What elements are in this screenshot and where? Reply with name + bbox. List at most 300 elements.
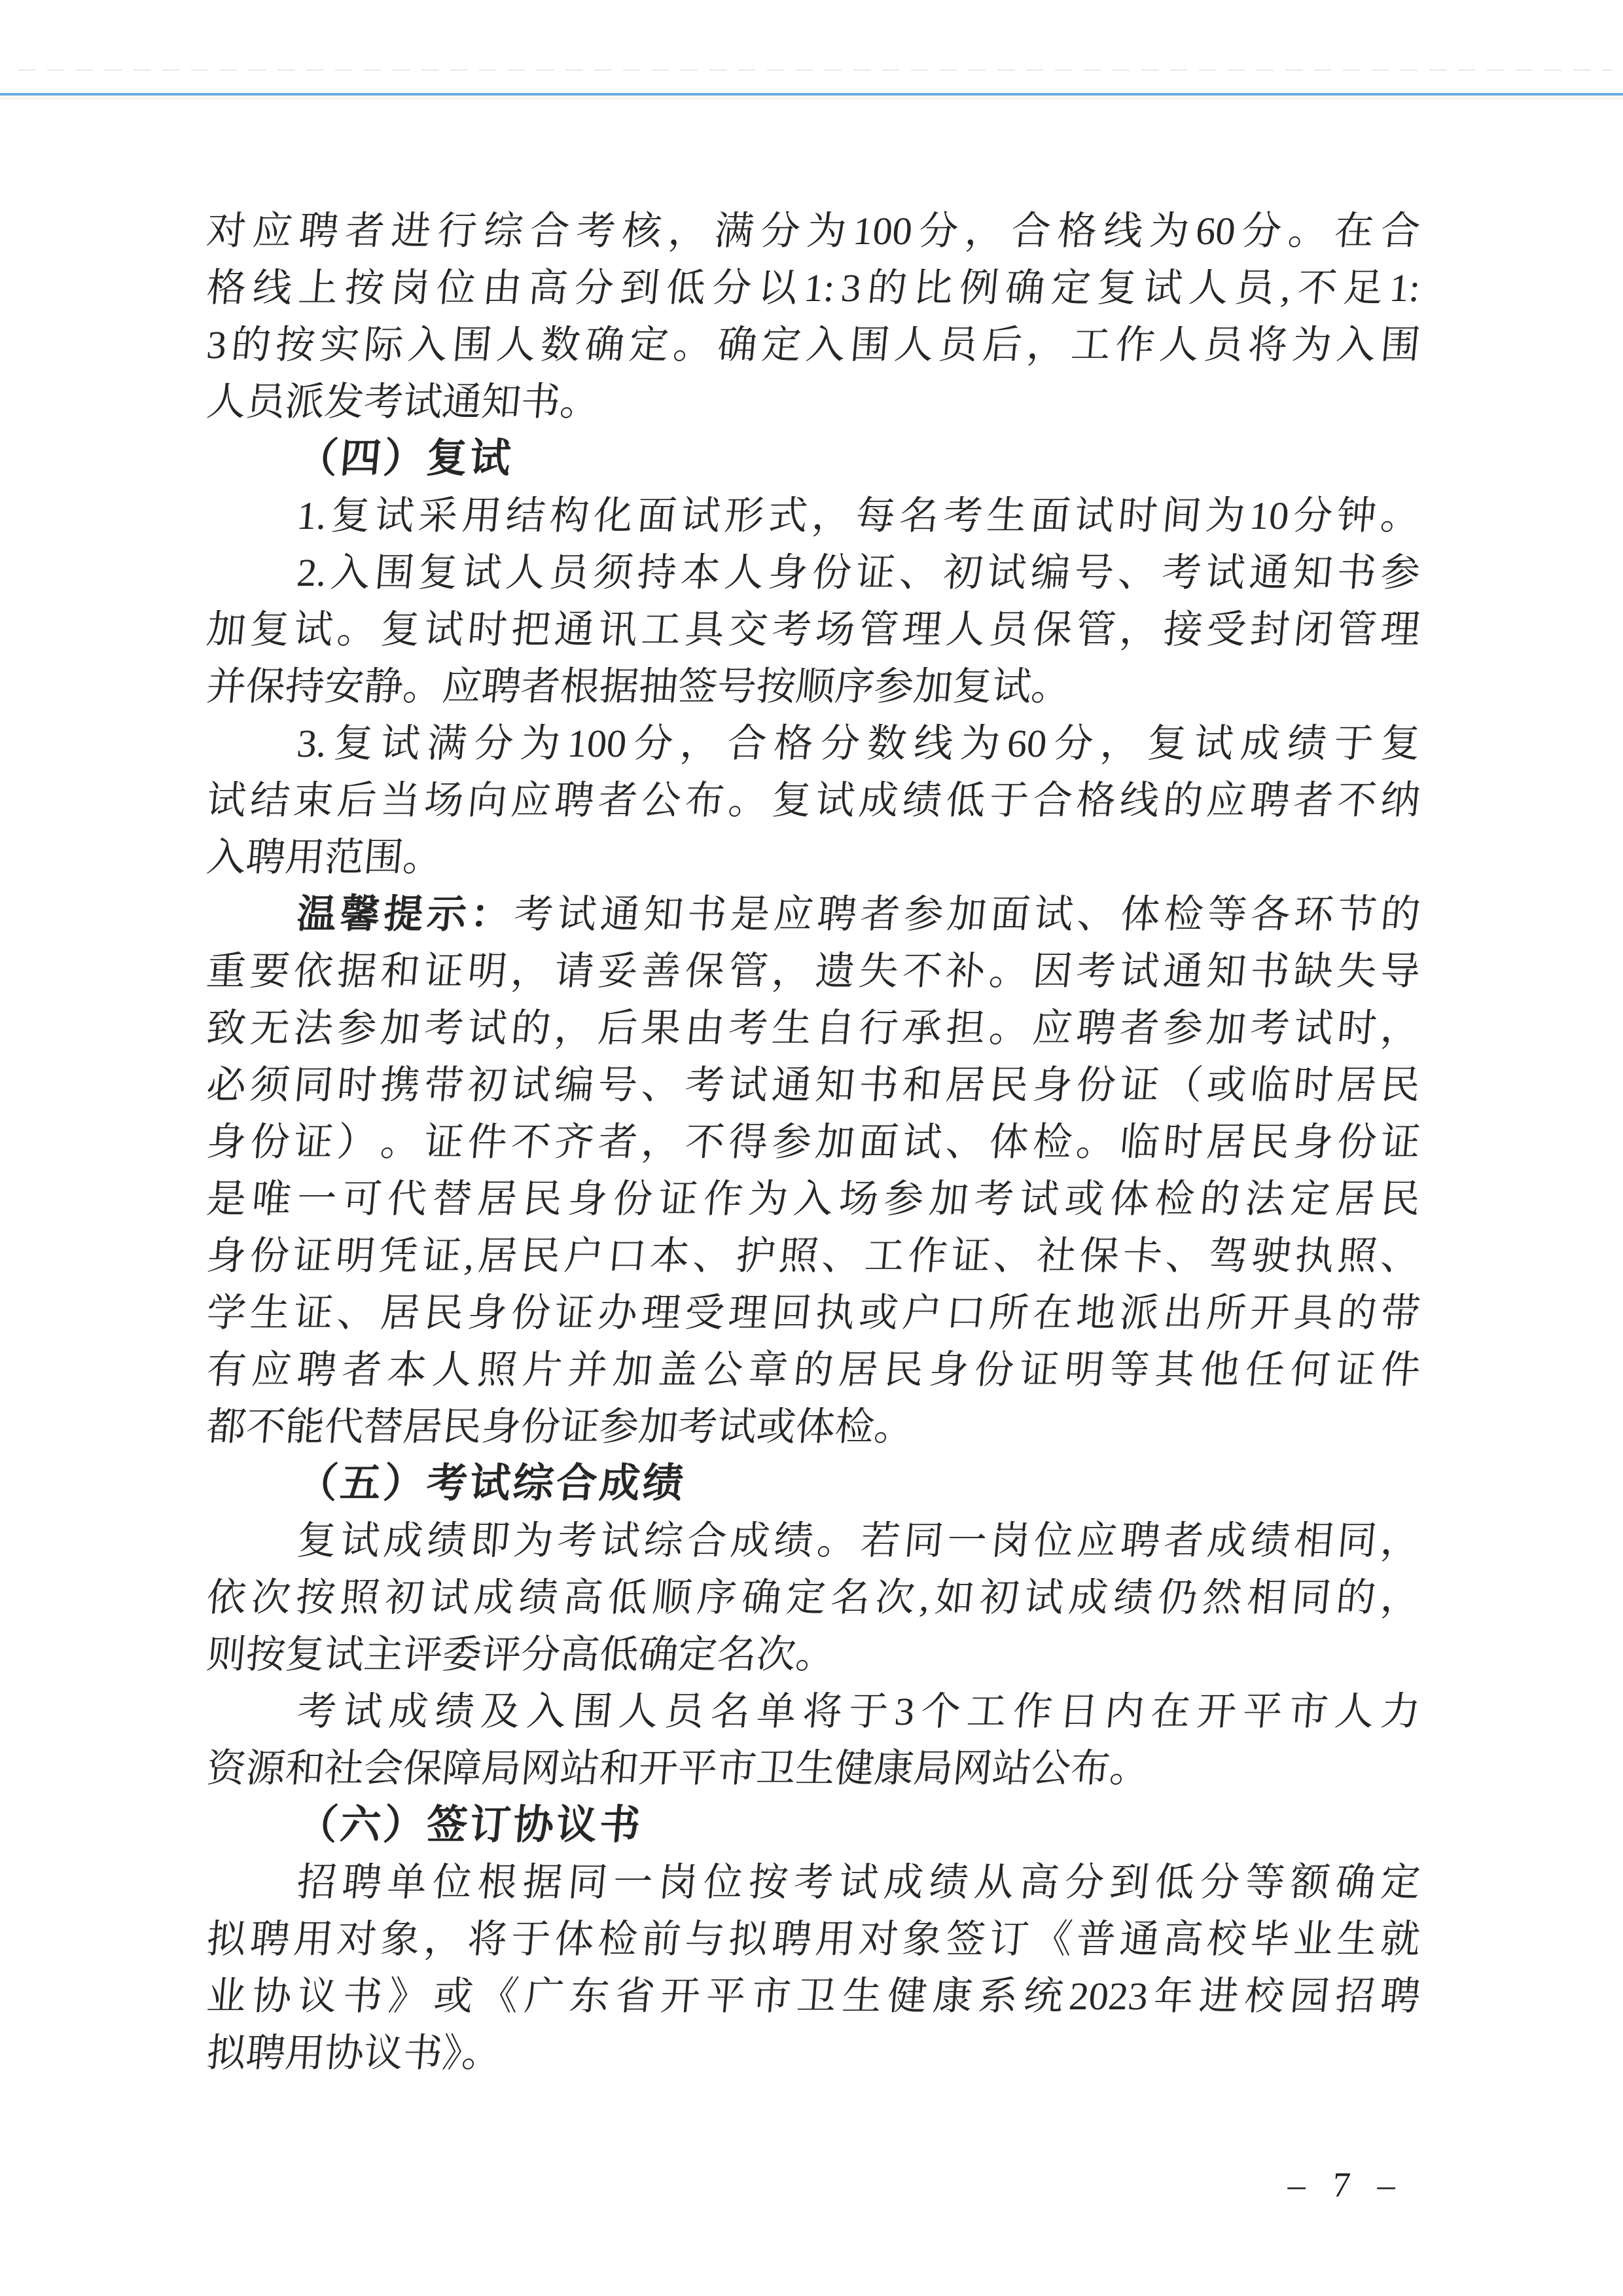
- text-unit: 一: [295, 1177, 338, 1221]
- text-unit: 3: [205, 323, 228, 367]
- text-unit: 具: [683, 608, 726, 651]
- text-unit: 3: [839, 266, 863, 310]
- text-unit: 作: [1011, 1690, 1054, 1733]
- text-unit: 确: [1003, 266, 1047, 310]
- text-unit: 聘: [297, 209, 341, 253]
- text-unit: 章: [747, 1348, 790, 1391]
- text-line: [204, 1570, 1423, 1626]
- text-line: [204, 1114, 1423, 1171]
- text-unit: 居: [1334, 1177, 1377, 1221]
- text-unit: 场: [813, 608, 857, 651]
- text-unit: 合: [1378, 209, 1422, 253]
- text-unit: 者: [1118, 1007, 1162, 1050]
- text-unit: 份: [972, 1348, 1016, 1391]
- text-unit: ，: [1025, 323, 1069, 367]
- text-unit: 高: [1018, 1861, 1061, 1904]
- text-unit: 为: [1290, 323, 1334, 367]
- text-unit: 同: [566, 1861, 609, 1904]
- text-unit: 证: [422, 950, 466, 993]
- text-unit: 居: [944, 1064, 988, 1107]
- text-unit: 证: [949, 1234, 993, 1278]
- text-line: [204, 601, 1423, 658]
- text-unit: 考: [1248, 1007, 1292, 1050]
- text-unit: ，: [770, 950, 813, 993]
- text-unit: 顺: [651, 1576, 694, 1619]
- text-unit: 1:: [1387, 266, 1422, 310]
- text-unit: 不: [901, 950, 944, 993]
- text-unit: 提: [382, 893, 425, 936]
- text-unit: 束: [292, 779, 335, 822]
- text-unit: 书: [1248, 950, 1292, 993]
- text-unit: 广: [522, 1975, 566, 2018]
- text-unit: 缺: [1292, 950, 1335, 993]
- text-unit: 初: [383, 1576, 427, 1619]
- text-unit: 人: [892, 323, 936, 367]
- text-unit: 不: [1335, 779, 1379, 822]
- text-unit: 考: [683, 1064, 726, 1107]
- text-unit: 卡: [1120, 1234, 1164, 1278]
- text-unit: 聘: [248, 1918, 292, 1961]
- text-unit: 园: [1288, 1975, 1332, 2018]
- text-unit: 居: [378, 1291, 422, 1335]
- text-unit: 生: [840, 1975, 883, 2018]
- text-unit: 位: [431, 1861, 474, 1904]
- text-unit: 学: [205, 1291, 248, 1335]
- text-unit: 体: [552, 1918, 596, 1961]
- text-unit: 得: [726, 1121, 770, 1164]
- text-unit: 《: [1031, 1918, 1075, 1961]
- text-unit: 拟: [726, 1918, 770, 1961]
- text-unit: 受: [1205, 608, 1248, 651]
- text-unit: 复: [295, 1519, 338, 1562]
- heading-line: [204, 1797, 1423, 1854]
- text-unit: 同: [292, 1064, 335, 1107]
- text-unit: 试: [205, 779, 248, 822]
- text-unit: 民: [521, 1177, 564, 1221]
- text-unit: 订: [988, 1918, 1031, 1961]
- text-line: [204, 317, 1423, 374]
- text-unit: 对: [857, 1918, 901, 1961]
- text-unit: 绩: [1249, 1519, 1293, 1562]
- text-unit: 并: [566, 1348, 609, 1391]
- text-unit: 照: [476, 1348, 519, 1391]
- text-unit: 同: [902, 1519, 946, 1562]
- text-unit: 居: [1335, 1064, 1379, 1107]
- text-unit: 不: [1295, 266, 1339, 310]
- text-unit: 书: [685, 893, 729, 936]
- text-unit: 生: [248, 1291, 292, 1335]
- text-unit: 编: [552, 1064, 596, 1107]
- text-unit: ：: [469, 893, 512, 936]
- text-run: （四）复试: [295, 437, 516, 481]
- text-unit: ，: [639, 1121, 683, 1164]
- text-unit: ，: [422, 1918, 466, 1961]
- text-unit: 的: [1334, 1576, 1378, 1619]
- text-unit: 试: [555, 893, 599, 936]
- text-unit: 的: [1335, 1291, 1379, 1335]
- text-unit: 证: [853, 551, 897, 594]
- text-unit: 员: [1233, 266, 1277, 310]
- text-unit: 。: [988, 950, 1031, 993]
- text-unit: 省: [613, 1975, 657, 2018]
- text-unit: 于: [988, 779, 1031, 822]
- text-unit: 格: [205, 266, 248, 310]
- text-unit: 格: [1074, 779, 1118, 822]
- text-unit: 复: [1095, 266, 1139, 310]
- text-line: [204, 1854, 1423, 1911]
- text-unit: 本: [648, 1234, 692, 1278]
- text-unit: 绩: [425, 1519, 469, 1562]
- text-unit: 证: [1018, 1348, 1061, 1391]
- text-unit: 照: [777, 1234, 821, 1278]
- text-unit: 果: [639, 1007, 683, 1050]
- text-unit: 高: [1161, 1918, 1205, 1961]
- text-unit: 出: [1161, 1291, 1205, 1335]
- text-unit: 身: [1292, 1121, 1335, 1164]
- text-unit: 每: [853, 494, 897, 537]
- text-unit: 通: [598, 893, 642, 936]
- text-unit: 考: [1160, 551, 1204, 594]
- text-unit: 普: [1074, 1918, 1118, 1961]
- text-unit: 线: [1118, 779, 1162, 822]
- text-unit: 的: [509, 1007, 552, 1050]
- text-unit: 日: [1057, 1690, 1101, 1733]
- text-unit: 分: [1052, 722, 1096, 765]
- text-unit: 或: [1205, 1064, 1248, 1107]
- text-unit: 证: [292, 1121, 335, 1164]
- text-unit: 携: [378, 1064, 422, 1107]
- text-unit: 行: [435, 209, 479, 253]
- text-run: 则按复试主评委评分高低确定名次。: [205, 1633, 837, 1676]
- text-unit: 闭: [1292, 608, 1335, 651]
- text-unit: 力: [1379, 1690, 1422, 1733]
- text-line: [204, 829, 1423, 886]
- text-unit: 依: [205, 1576, 248, 1619]
- text-unit: 按: [342, 266, 386, 310]
- text-unit: 办: [596, 1291, 639, 1335]
- text-unit: 试: [460, 551, 504, 594]
- text-line: [204, 1000, 1423, 1057]
- text-unit: 围: [1378, 323, 1422, 367]
- text-unit: 构: [548, 494, 591, 537]
- text-unit: 1:: [802, 266, 837, 310]
- text-line: [204, 943, 1423, 1000]
- text-unit: 定: [627, 323, 671, 367]
- text-unit: 位: [702, 1861, 745, 1904]
- text-unit: 进: [389, 209, 433, 253]
- text-unit: 同: [1289, 1576, 1333, 1619]
- scan-artifact-dashed-line: [18, 69, 1613, 71]
- text-unit: 人: [616, 1690, 660, 1733]
- text-unit: 名: [897, 494, 941, 537]
- text-unit: 入: [804, 323, 847, 367]
- text-unit: 2.: [295, 551, 329, 594]
- text-unit: 民: [422, 1291, 466, 1335]
- text-unit: 成: [1205, 1519, 1249, 1562]
- text-unit: 。: [671, 323, 715, 367]
- text-unit: 。: [988, 1007, 1031, 1050]
- text-unit: 体: [1118, 893, 1162, 936]
- text-line: [204, 1626, 1423, 1683]
- text-unit: 。: [378, 1121, 422, 1164]
- text-unit: 行: [857, 1007, 901, 1050]
- text-unit: 人: [431, 1348, 474, 1391]
- text-unit: 按: [747, 1861, 790, 1904]
- text-unit: 和: [378, 950, 422, 993]
- text-unit: 份: [509, 1291, 552, 1335]
- text-unit: 加: [611, 1348, 654, 1391]
- text-unit: 试: [1292, 1007, 1335, 1050]
- text-unit: 编: [1029, 551, 1073, 594]
- text-unit: 形: [722, 494, 766, 537]
- text-unit: 试: [292, 608, 335, 651]
- text-unit: 、: [1075, 893, 1119, 936]
- text-unit: 。: [1378, 494, 1422, 537]
- text-unit: 必: [205, 1064, 248, 1107]
- text-unit: 位: [1032, 1519, 1075, 1562]
- text-unit: 重: [205, 950, 248, 993]
- text-unit: 及: [479, 1690, 522, 1733]
- text-unit: 相: [1292, 1519, 1336, 1562]
- text-unit: 因: [1031, 950, 1075, 993]
- text-unit: 遗: [813, 950, 857, 993]
- text-unit: 份: [247, 1234, 291, 1278]
- text-unit: 象: [378, 1918, 422, 1961]
- text-unit: 证: [292, 1291, 335, 1335]
- text-unit: 成: [728, 1519, 772, 1562]
- text-unit: 身: [465, 1291, 509, 1335]
- text-line: [204, 1513, 1423, 1570]
- text-unit: 员: [1202, 323, 1245, 367]
- text-line: [204, 1057, 1423, 1114]
- text-unit: 试: [1018, 1177, 1061, 1221]
- text-unit: 员: [936, 323, 980, 367]
- text-unit: 考: [574, 209, 618, 253]
- text-line: [204, 772, 1423, 829]
- text-unit: 凭: [376, 1234, 420, 1278]
- text-unit: 齐: [552, 1121, 596, 1164]
- text-unit: 或: [1063, 1177, 1106, 1221]
- text-unit: 者: [1162, 1519, 1205, 1562]
- text-unit: 试: [338, 1519, 382, 1562]
- text-unit: 身: [205, 1234, 248, 1278]
- text-unit: 在: [1031, 1291, 1075, 1335]
- text-unit: 由: [683, 1007, 726, 1050]
- text-unit: ,: [1279, 266, 1293, 310]
- text-unit: 围: [450, 323, 494, 367]
- text-unit: 面: [1029, 494, 1073, 537]
- text-unit: 按: [274, 323, 317, 367]
- text-unit: 作: [1113, 323, 1157, 367]
- text-unit: 民: [988, 1064, 1031, 1107]
- text-unit: 片: [521, 1348, 564, 1391]
- text-unit: 数: [539, 323, 582, 367]
- text-unit: 份: [248, 1121, 292, 1164]
- text-unit: ,: [463, 1234, 476, 1278]
- text-unit: 居: [476, 1177, 519, 1221]
- text-unit: 60: [1194, 209, 1238, 253]
- text-unit: 的: [229, 323, 273, 367]
- text-unit: 面: [635, 494, 679, 537]
- text-unit: ，: [1378, 1007, 1422, 1050]
- text-unit: 他: [1198, 1348, 1241, 1391]
- text-line: [204, 1968, 1423, 2025]
- text-unit: 试: [598, 1519, 642, 1562]
- text-unit: 有: [205, 1348, 248, 1391]
- text-line: [204, 1342, 1423, 1399]
- text-unit: 化: [591, 494, 635, 537]
- text-unit: 到: [618, 266, 662, 310]
- text-unit: 用: [460, 494, 504, 537]
- text-unit: 位: [435, 266, 478, 310]
- text-unit: 以: [756, 266, 800, 310]
- text-unit: 平: [1241, 1690, 1285, 1733]
- text-unit: 按: [294, 1576, 338, 1619]
- text-unit: 妥: [596, 950, 639, 993]
- text-unit: 民: [882, 1348, 925, 1391]
- text-unit: 分: [917, 209, 961, 253]
- text-unit: 试: [427, 1576, 471, 1619]
- text-unit: 地: [1074, 1291, 1118, 1335]
- text-unit: 件: [465, 1121, 509, 1164]
- text-unit: 合: [1031, 779, 1075, 822]
- text-unit: 加: [205, 608, 248, 651]
- text-unit: 考: [941, 494, 985, 537]
- text-unit: ，: [1118, 608, 1162, 651]
- text-unit: 围: [848, 323, 892, 367]
- text-unit: 要: [248, 950, 292, 993]
- text-unit: 开: [658, 1975, 702, 2018]
- text-unit: 时: [1116, 494, 1160, 537]
- text-unit: 分: [758, 209, 802, 253]
- text-unit: 布: [683, 779, 726, 822]
- text-unit: ,: [918, 1576, 932, 1619]
- text-unit: 60: [1005, 722, 1049, 765]
- text-unit: 理: [726, 1291, 770, 1335]
- text-unit: 招: [295, 1861, 338, 1904]
- text-unit: 成: [1239, 722, 1282, 765]
- text-unit: 书: [1335, 551, 1378, 594]
- text-line: [204, 1285, 1423, 1342]
- text-unit: 绩: [901, 779, 944, 822]
- text-unit: 成: [382, 1519, 425, 1562]
- text-run: 拟聘用协议书》。: [205, 2032, 503, 2075]
- text-unit: 试: [1073, 494, 1116, 537]
- text-unit: 一: [611, 1861, 654, 1904]
- text-unit: 带: [422, 1064, 466, 1107]
- text-unit: 后: [596, 1007, 639, 1050]
- text-unit: 3.: [295, 722, 329, 765]
- text-unit: 签: [944, 1918, 988, 1961]
- text-unit: 或: [857, 1291, 901, 1335]
- text-unit: 聘: [1248, 779, 1292, 822]
- text-unit: 合: [685, 1519, 729, 1562]
- text-unit: 民: [1379, 1177, 1422, 1221]
- text-unit: 成: [472, 1576, 516, 1619]
- text-unit: 聘: [815, 893, 859, 936]
- text-unit: 线: [1101, 209, 1145, 253]
- text-unit: 复: [1145, 722, 1189, 765]
- text-unit: 单: [385, 1861, 429, 1904]
- text-unit: 入: [329, 551, 372, 594]
- text-unit: 接: [1161, 608, 1205, 651]
- text-unit: 试: [726, 1064, 770, 1107]
- text-unit: 考: [555, 1519, 599, 1562]
- text-unit: 公: [639, 779, 683, 822]
- text-unit: 节: [1335, 893, 1379, 936]
- text-unit: 示: [425, 893, 469, 936]
- text-unit: 应: [251, 209, 294, 253]
- text-line: [204, 1911, 1423, 1968]
- text-unit: 考: [972, 1177, 1016, 1221]
- text-unit: 知: [642, 893, 685, 936]
- text-run: 人员派发考试通知书。: [205, 380, 601, 423]
- text-unit: 后: [335, 779, 379, 822]
- text-unit: 等: [1108, 1348, 1151, 1391]
- text-unit: 高: [526, 266, 570, 310]
- text-unit: 法: [1243, 1177, 1287, 1221]
- text-unit: 然: [1200, 1576, 1244, 1619]
- text-unit: ，: [552, 1007, 596, 1050]
- text-unit: 口: [944, 1291, 988, 1335]
- text-unit: 试: [422, 608, 466, 651]
- text-unit: 线: [912, 722, 955, 765]
- text-unit: 复: [248, 608, 292, 651]
- text-run: 都不能代替居民身份证参加考试或体检。: [205, 1405, 916, 1448]
- text-line: [204, 545, 1423, 601]
- text-unit: 为: [805, 209, 849, 253]
- text-unit: 额: [1289, 1861, 1332, 1904]
- header-divider-blue-line: [0, 93, 1623, 96]
- text-unit: 低: [664, 266, 707, 310]
- text-unit: 知: [1205, 950, 1248, 993]
- text-unit: 法: [292, 1007, 335, 1050]
- text-unit: 失: [1335, 950, 1379, 993]
- text-unit: 定: [784, 1576, 828, 1619]
- text-unit: 的: [865, 266, 909, 310]
- text-unit: 在: [1149, 1690, 1192, 1733]
- text-unit: 的: [1198, 1177, 1241, 1221]
- text-unit: 人: [944, 608, 988, 651]
- text-unit: 理: [1378, 608, 1422, 651]
- text-run: 入聘用范围。: [205, 836, 444, 879]
- text-unit: 卫: [794, 1975, 838, 2018]
- text-unit: 用: [813, 1918, 857, 1961]
- text-unit: 本: [385, 1348, 429, 1391]
- text-unit: 保: [683, 950, 726, 993]
- text-unit: 为: [1148, 209, 1191, 253]
- text-unit: 身: [205, 1121, 248, 1164]
- text-unit: 证: [656, 1177, 700, 1221]
- text-unit: 民: [519, 1234, 563, 1278]
- text-unit: 人: [722, 551, 766, 594]
- text-unit: 定: [1289, 1177, 1332, 1221]
- text-line: [204, 886, 1423, 943]
- text-unit: 工: [863, 1234, 906, 1278]
- text-unit: 试: [1204, 551, 1247, 594]
- text-unit: 证: [291, 1234, 334, 1278]
- text-unit: 采: [416, 494, 460, 537]
- text-unit: 绩: [516, 1576, 560, 1619]
- text-unit: 相: [1245, 1576, 1289, 1619]
- text-unit: 分: [1198, 1861, 1241, 1904]
- text-unit: 人: [494, 323, 538, 367]
- text-unit: 次: [873, 1576, 917, 1619]
- text-unit: 复: [329, 494, 372, 537]
- text-unit: 聘: [1379, 1975, 1422, 2018]
- text-unit: 对: [335, 1918, 379, 1961]
- text-unit: 场: [837, 1177, 880, 1221]
